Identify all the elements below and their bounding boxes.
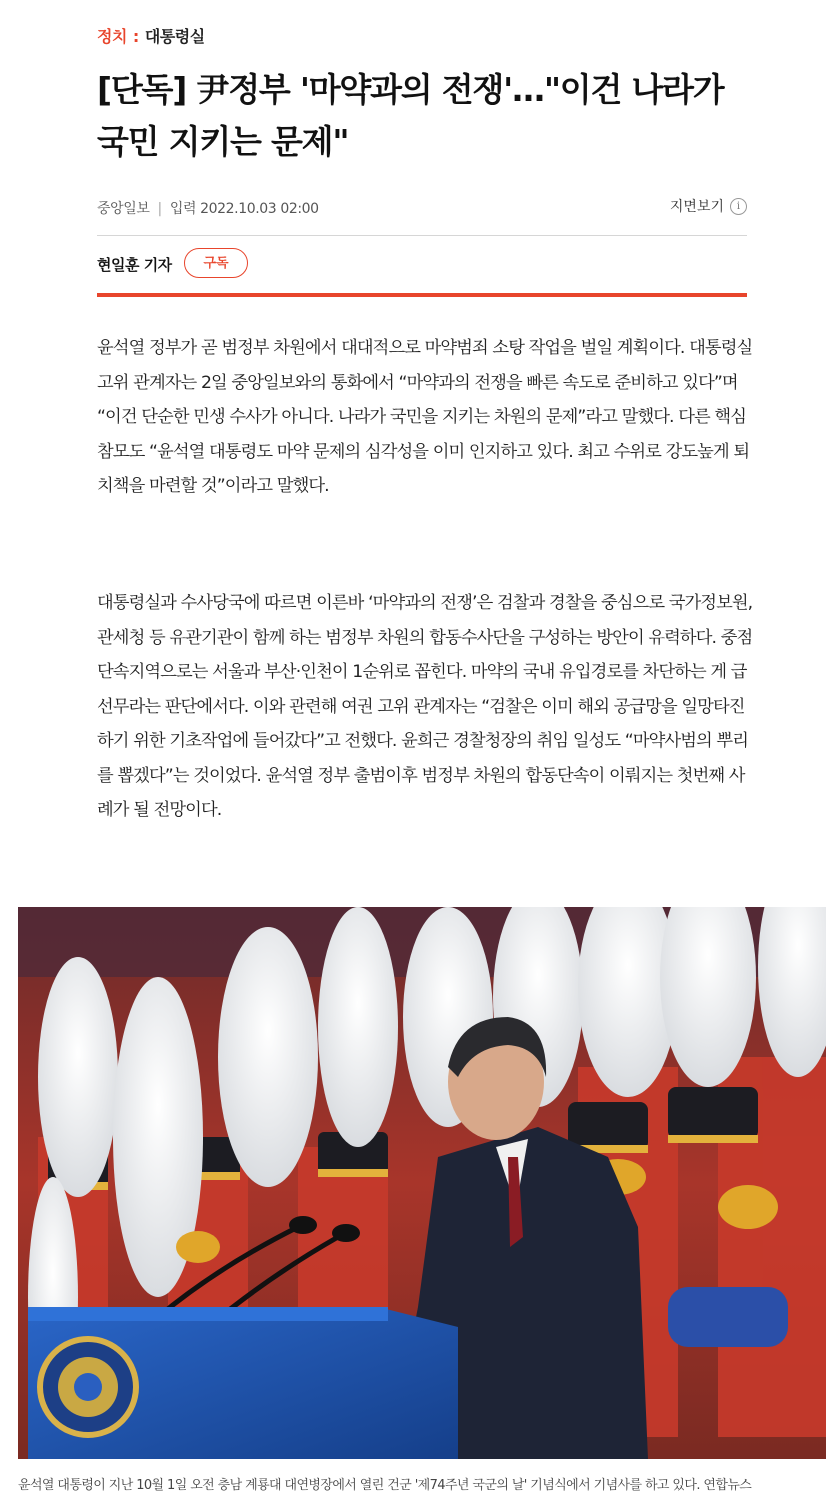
article-photo (18, 907, 826, 1459)
photo-caption: 윤석열 대통령이 지난 10월 1일 오전 충남 계룡대 대연병장에서 열린 건군 '제74주년 국군의 날' 기념식에서 기념사를 하고 있다. 연합뉴스 (18, 1478, 752, 1493)
article-headline: [단독] 尹정부 '마약과의 전쟁'…"이건 나라가 국민 지키는 문제" (97, 70, 724, 161)
print-view-label: 지면보기 (669, 199, 724, 215)
body-paragraph-2: 대통령실과 수사당국에 따르면 이른바 ‘마약과의 전쟁’은 검찰과 경찰을 중심으로 국가정보원, 관세청 등 유관기관이 함께 하는 범정부 차원의 합동수사단을 구성하는 방안이 유력하다. 중점 단속지역으로는 서울과 부산·인천이 1순위로 꼽힌다. 마약의 국내 유입경로를 차단하는 게 급선무라는 판단에서다. 이와 관련해 여권 고위 관계자는 “검찰은 이미 해외 공급망을 일망타진하기 위한 기초작업에 들어갔다”고 전했다. 윤희근 경찰청장의 취임 일성도 “마약사범의 뿌리를 뽑겠다”는 것이었다. 윤석열 정부 출범이후 범정부 차원의 합동단속이 이뤄지는 첫번째 사례가 될 전망이다. (97, 593, 753, 820)
reporter-name[interactable]: 현일훈 기자 (97, 256, 172, 274)
published-date: 입력 2022.10.03 02:00 (169, 201, 319, 217)
subscribe-button[interactable]: 구독 (184, 248, 248, 278)
breadcrumb-subsection-link[interactable]: 대통령실 (144, 27, 205, 46)
meta-divider: | (157, 201, 162, 217)
breadcrumb-section-link[interactable]: 정치 (97, 27, 127, 46)
breadcrumb (97, 24, 205, 47)
divider (97, 235, 747, 236)
photo-illustration (18, 907, 826, 1459)
print-view-button[interactable] (670, 196, 747, 216)
info-icon: i (730, 198, 747, 215)
source-name: 중앙일보 (97, 201, 150, 217)
body-paragraph-1: 윤석열 정부가 곧 범정부 차원에서 대대적으로 마약범죄 소탕 작업을 벌일 계획이다. 대통령실 고위 관계자는 2일 중앙일보와의 통화에서 “마약과의 전쟁을 빠른 속도로 준비하고 있다”며 “이건 단순한 민생 수사가 아니다. 나라가 국민을 지키는 차원의 문제”라고 말했다. 다른 핵심 참모도 “윤석열 대통령도 마약 문제의 심각성을 이미 인지하고 있다. 최고 수위로 강도높게 퇴치책을 마련할 것”이라고 말했다. (97, 338, 753, 496)
accent-divider (97, 293, 747, 297)
breadcrumb-separator: : (132, 27, 139, 46)
article-meta (97, 198, 319, 218)
